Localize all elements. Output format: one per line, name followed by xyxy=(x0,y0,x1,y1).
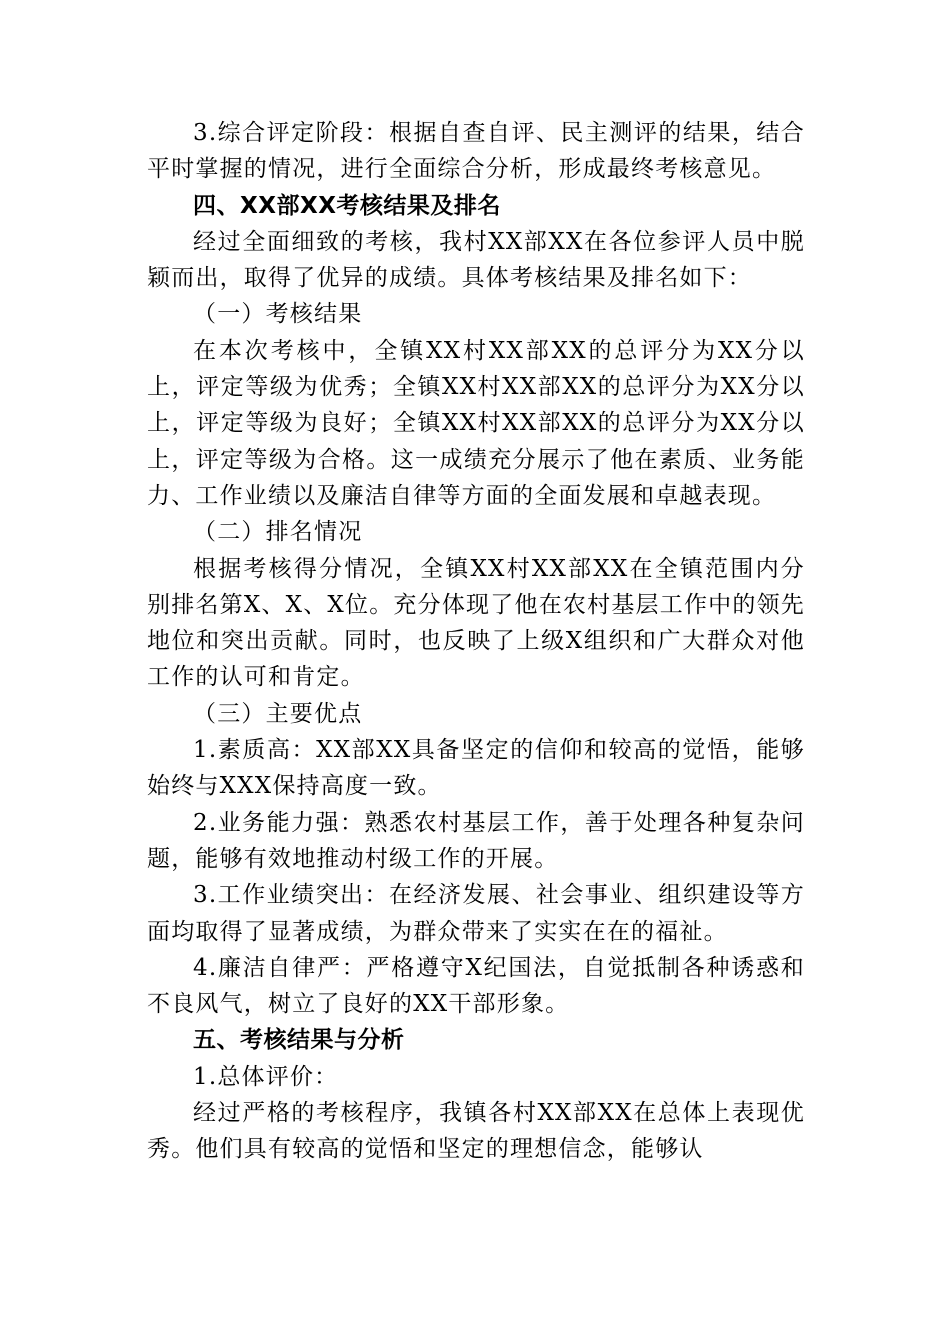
paragraph-strength-1: 1.素质高：XX部XX具备坚定的信仰和较高的觉悟，能够始终与XXX保持高度一致。 xyxy=(147,737,805,800)
paragraph-strength-2: 2.业务能力强：熟悉农村基层工作，善于处理各种复杂问题，能够有效地推动村级工作的开展。 xyxy=(147,809,805,872)
section-heading-4: 四、XX部XX考核结果及排名 xyxy=(193,192,501,219)
paragraph-intro-results: 经过全面细致的考核，我村XX部XX在各位参评人员中脱颖而出，取得了优异的成绩。具体考核结果及排名如下： xyxy=(147,228,805,292)
paragraph-strength-3: 3.工作业绩突出：在经济发展、社会事业、组织建设等方面均取得了显著成绩，为群众带来了实实在在的福祉。 xyxy=(147,882,805,945)
paragraph-overall-evaluation: 经过严格的考核程序，我镇各村XX部XX在总体上表现优秀。他们具有较高的觉悟和坚定的理想信念，能够认 xyxy=(147,1100,805,1163)
subheading-results: （一）考核结果 xyxy=(193,301,363,328)
subheading-strengths: （三）主要优点 xyxy=(193,700,363,727)
paragraph-strength-4: 4.廉洁自律严：严格遵守X纪国法，自觉抵制各种诱惑和不良风气，树立了良好的XX干部形象。 xyxy=(147,954,805,1018)
paragraph-ranking: 根据考核得分情况，全镇XX村XX部XX在全镇范围内分别排名第X、X、X位。充分体现了他在农村基层工作中的领先地位和突出贡献。同时，也反映了上级X组织和广大群众对他工作的认可和肯定。 xyxy=(147,555,805,691)
section-heading-5: 五、考核结果与分析 xyxy=(193,1027,405,1054)
paragraph-results: 在本次考核中，全镇XX村XX部XX的总评分为XX分以上，评定等级为优秀；全镇XX村XX部XX的总评分为XX分以上，评定等级为良好；全镇XX村XX部XX的总评分为XX分以上，评定等级为合格。这一成绩充分展示了他在素质、业务能力、工作业绩以及廉洁自律等方面的全面发展和卓越表现。 xyxy=(147,337,805,509)
paragraph-stage-3: 3.综合评定阶段：根据自查自评、民主测评的结果，结合平时掌握的情况，进行全面综合分析，形成最终考核意见。 xyxy=(147,120,805,183)
paragraph-overall-label: 1.总体评价： xyxy=(193,1063,339,1090)
subheading-ranking: （二）排名情况 xyxy=(193,519,363,546)
document-body xyxy=(147,115,805,1168)
